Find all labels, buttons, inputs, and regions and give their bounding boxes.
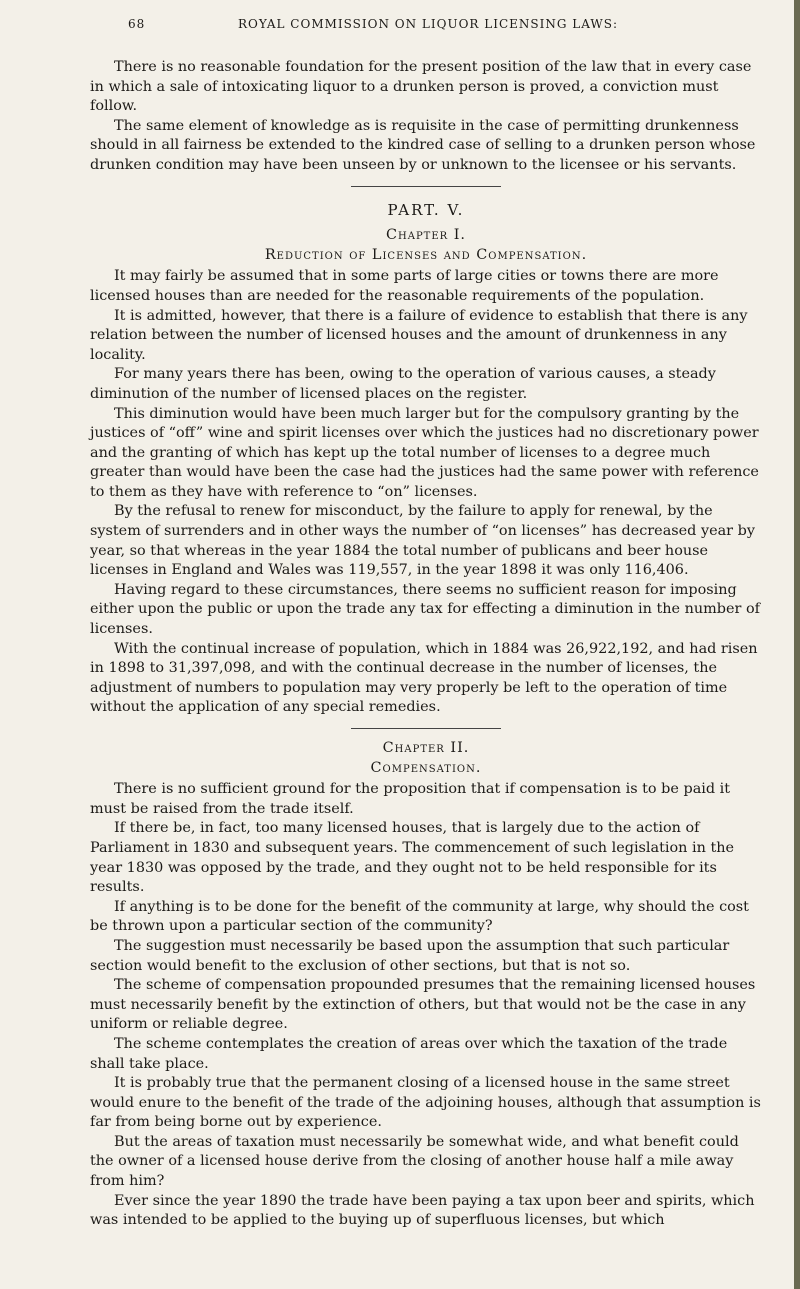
chapter-1-paragraph: It is admitted, however, that there is a failure of evidence to establish that there is any relation between the number of licensed houses and the amount of drunkenness in any locality. [90,307,748,363]
running-title: ROYAL COMMISSION ON LIQUOR LICENSING LAWS: [237,17,619,31]
chapter-1-paragraph: With the continual increase of population, which in 1884 was 26,922,192, and had risen in 1898 to 31,397,098, and with the continual decrease in the number of licenses, the adjustment of numbers to population may very properly be left to the operation of time without the application of any special remedies. [90,640,758,716]
chapter-2-label: Chapter II. [382,740,470,756]
chapter-1-paragraph: It may fairly be assumed that in some parts of large cities or towns there are more licensed houses than are needed for the reasonable requirements of the population. [90,268,719,304]
section-divider [351,728,501,729]
chapter-2-paragraph: The scheme of compensation propounded presumes that the remaining licensed houses must necessarily benefit by the extinction of others, but that would not be the case in any uniform or reliable degree. [90,977,756,1033]
chapter-1-paragraph: Having regard to these circumstances, there seems no sufficient reason for imposing either upon the public or upon the trade any tax for effecting a diminution in the number of licenses. [90,581,760,638]
chapter-2-paragraph: The suggestion must necessarily be based upon the assumption that such particular section would benefit to the exclusion of other sections, but that is not so. [90,937,730,974]
intro-paragraph-1: There is no reasonable foundation for the present position of the law that in every case in which a sale of intoxicating liquor to a drunken person is proved, a conviction must follow. [90,59,752,115]
chapter-1-title: Reduction of Licenses and Compensation. [264,246,588,263]
chapter-2-paragraph: If there be, in fact, too many licensed houses, that is largely due to the action of Parliament in 1830 and subsequent years. The commencement of such legislation in the year 1830 was opposed by the trade, and they ought not to be held responsible for its results. [90,820,735,896]
part-heading: PART. V. [387,200,465,219]
chapter-2-paragraph: Ever since the year 1890 the trade have been paying a tax upon beer and spirits, which was intended to be applied to the buying up of superfluous licenses, but which [90,1192,755,1229]
text-column [90,58,762,1231]
chapter-2-title: Compensation. [370,759,482,776]
chapter-2-paragraph: But the areas of taxation must necessarily be somewhat wide, and what benefit could the owner of a licensed house derive from the closing of another house half a mile away from him? [90,1133,739,1190]
intro-paragraph-2: The same element of knowledge as is requisite in the case of permitting drunkenness should in all fairness be extended to the kindred case of selling to a drunken person whose drunken condition may have been unseen by or unknown to the licensee or his servants. [90,117,756,173]
chapter-1-paragraph: For many years there has been, owing to the operation of various causes, a steady diminution of the number of licensed places on the register. [90,366,716,402]
chapter-2-paragraph: The scheme contemplates the creation of areas over which the taxation of the trade shall take place. [90,1035,728,1072]
chapter-1-paragraph: This diminution would have been much larger but for the compulsory granting by the justices of “off” wine and spirit licenses over which the justices had no discretionary power and the granting of which has kept up the total number of licenses to a degree much greater than would have been the case had the justices had the same power with reference to them as they have with reference to “on” licenses. [90,405,759,500]
chapter-1-paragraph: By the refusal to renew for misconduct, by the failure to apply for renewal, by the system of surrenders and in other ways the number of “on licenses” has decreased year by year, so that whereas in the year 1884 the total number of publicans and beer house licenses in England and Wales was 119,557, in the year 1898 it was only 116,406. [90,503,755,579]
page-number: 68 [128,17,146,31]
chapter-1-label: Chapter I. [385,227,466,244]
page-edge-shadow [794,0,800,1289]
chapter-2-paragraph: It is probably true that the permanent closing of a licensed house in the same street would enure to the benefit of the trade of the adjoining houses, although that assumption is far from being borne out by experience. [90,1075,761,1131]
section-divider [351,186,501,187]
chapter-2-paragraph: There is no sufficient ground for the proposition that if compensation is to be paid it must be raised from the trade itself. [90,781,731,817]
chapter-2-paragraph: If anything is to be done for the benefit of the community at large, why should the cost be thrown upon a particular section of the community? [90,898,749,935]
